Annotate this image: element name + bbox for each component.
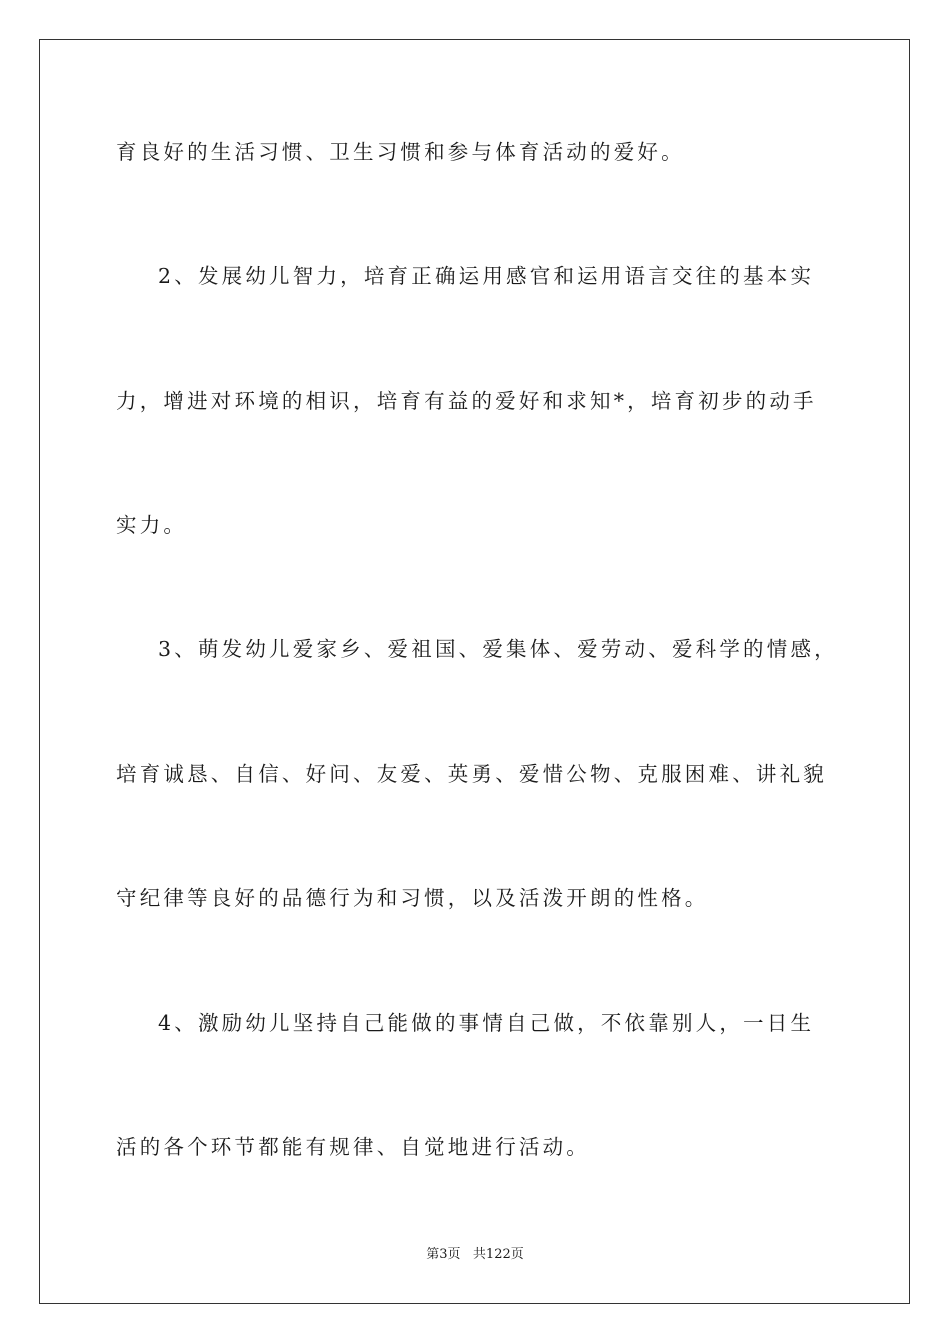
page-number: 第3页 (426, 1247, 461, 1262)
text-line: 实力。 (116, 513, 188, 537)
text-line: 3、萌发幼儿爱家乡、爱祖国、爱集体、爱劳动、爱科学的情感， (158, 637, 838, 661)
text-line: 4、激励幼儿坚持自己能做的事情自己做，不依靠别人，一日生 (158, 1011, 815, 1035)
text-line: 守纪律等良好的品德行为和习惯，以及活泼开朗的性格。 (116, 886, 709, 910)
text-line: 培育诚恳、自信、好问、友爱、英勇、爱惜公物、克服困难、讲礼貌 (116, 762, 827, 786)
text-line: 2、发展幼儿智力，培育正确运用感官和运用语言交往的基本实 (158, 264, 815, 288)
text-line: 育良好的生活习惯、卫生习惯和参与体育活动的爱好。 (116, 140, 685, 164)
page-border (39, 39, 910, 1304)
text-line: 力，增进对环境的相识，培育有益的爱好和求知*，培育初步的动手 (116, 389, 817, 413)
page-footer (0, 1246, 950, 1264)
total-pages: 共122页 (472, 1247, 524, 1262)
text-line: 活的各个环节都能有规律、自觉地进行活动。 (116, 1135, 590, 1159)
